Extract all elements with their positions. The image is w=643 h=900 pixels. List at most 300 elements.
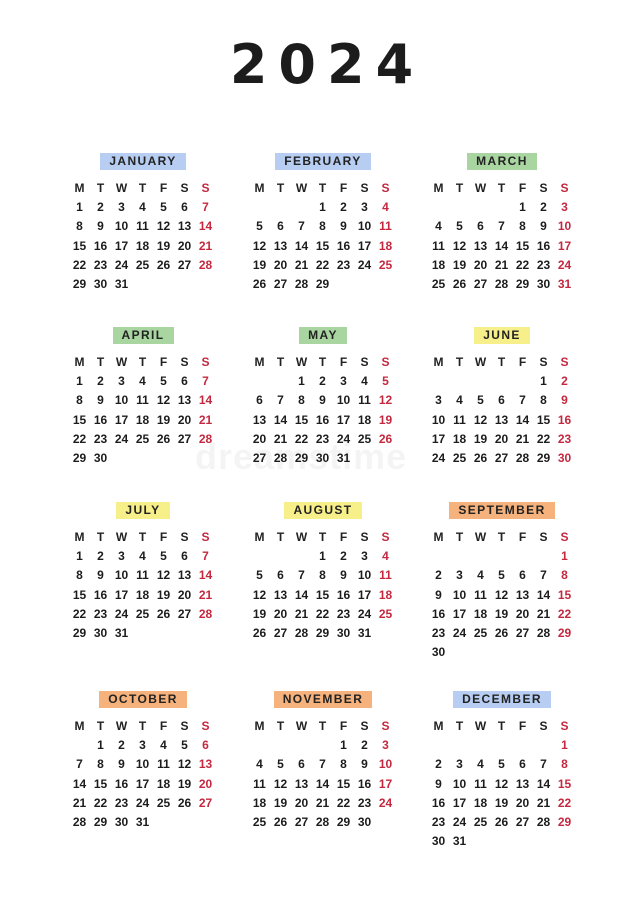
- day-cell: 10: [378, 757, 393, 772]
- day-cell: 28: [494, 277, 509, 292]
- day-cell: 18: [135, 587, 150, 602]
- month-days-grid: [249, 527, 397, 643]
- day-cell: 17: [431, 431, 446, 446]
- day-cell: 15: [557, 587, 572, 602]
- day-cell: 1: [298, 373, 305, 388]
- day-cell: 17: [557, 238, 572, 253]
- day-cell: 7: [540, 757, 547, 772]
- weekday-label: T: [276, 529, 285, 544]
- weekday-label: W: [115, 529, 128, 544]
- weekday-label: S: [381, 718, 390, 733]
- weekday-label: S: [201, 354, 210, 369]
- day-cell: 3: [118, 199, 125, 214]
- weekday-label: T: [276, 354, 285, 369]
- day-cell: 2: [118, 737, 125, 752]
- day-cell: 19: [452, 257, 467, 272]
- day-cell: 19: [156, 412, 171, 427]
- day-cell: 14: [515, 412, 530, 427]
- day-cell: 6: [277, 568, 284, 583]
- day-cell: 19: [473, 431, 488, 446]
- day-cell: 6: [202, 737, 209, 752]
- day-cell: 13: [273, 238, 288, 253]
- month-january: [69, 153, 217, 294]
- day-cell: 13: [273, 587, 288, 602]
- day-cell: 28: [536, 626, 551, 641]
- day-cell: 1: [519, 199, 526, 214]
- weekday-label: S: [381, 180, 390, 195]
- day-cell: 4: [477, 568, 484, 583]
- weekday-label: M: [254, 529, 265, 544]
- month-july: [69, 502, 217, 643]
- day-cell: 30: [336, 626, 351, 641]
- day-cell: 16: [315, 412, 330, 427]
- day-cell: 31: [135, 815, 150, 830]
- day-cell: 18: [431, 257, 446, 272]
- day-cell: 9: [540, 219, 547, 234]
- weekday-label: F: [518, 180, 527, 195]
- day-cell: 24: [357, 606, 372, 621]
- day-cell: 25: [473, 815, 488, 830]
- day-cell: 4: [477, 757, 484, 772]
- day-cell: 8: [319, 568, 326, 583]
- day-cell: 29: [536, 451, 551, 466]
- weekday-label: F: [339, 718, 348, 733]
- day-cell: 28: [198, 257, 213, 272]
- month-days-grid: [428, 527, 576, 662]
- day-cell: 18: [473, 606, 488, 621]
- day-cell: 5: [181, 737, 188, 752]
- day-cell: 30: [431, 834, 446, 849]
- day-cell: 13: [515, 776, 530, 791]
- month-days-grid: [69, 178, 217, 294]
- day-cell: 10: [452, 587, 467, 602]
- month-label: JANUARY: [100, 153, 185, 170]
- day-cell: 12: [177, 757, 192, 772]
- weekday-label: T: [497, 529, 506, 544]
- weekday-label: S: [201, 529, 210, 544]
- day-cell: 15: [72, 238, 87, 253]
- day-cell: 16: [536, 238, 551, 253]
- weekday-label: M: [254, 354, 265, 369]
- day-cell: 9: [97, 219, 104, 234]
- day-cell: 15: [515, 238, 530, 253]
- weekday-label: T: [96, 354, 105, 369]
- day-cell: 24: [114, 257, 129, 272]
- month-april: [69, 327, 217, 468]
- weekday-label: F: [339, 180, 348, 195]
- day-cell: 10: [114, 393, 129, 408]
- weekday-label: S: [560, 354, 569, 369]
- day-cell: 16: [93, 587, 108, 602]
- day-cell: 9: [435, 587, 442, 602]
- month-label: APRIL: [113, 327, 174, 344]
- day-cell: 18: [252, 795, 267, 810]
- day-cell: 13: [473, 238, 488, 253]
- day-cell: 1: [97, 737, 104, 752]
- day-cell: 5: [160, 548, 167, 563]
- day-cell: 29: [315, 626, 330, 641]
- weekday-label: S: [381, 354, 390, 369]
- day-cell: 4: [382, 199, 389, 214]
- month-days-grid: [249, 716, 397, 832]
- weekday-label: W: [115, 180, 128, 195]
- day-cell: 13: [252, 412, 267, 427]
- weekday-label: S: [360, 529, 369, 544]
- weekday-label: S: [180, 718, 189, 733]
- day-cell: 29: [557, 815, 572, 830]
- day-cell: 23: [336, 606, 351, 621]
- day-cell: 27: [473, 277, 488, 292]
- day-cell: 9: [97, 568, 104, 583]
- weekday-label: W: [295, 354, 308, 369]
- weekday-label: M: [74, 529, 85, 544]
- weekday-label: S: [360, 354, 369, 369]
- day-cell: 17: [452, 795, 467, 810]
- day-cell: 13: [294, 776, 309, 791]
- day-cell: 21: [315, 795, 330, 810]
- day-cell: 2: [561, 373, 568, 388]
- day-cell: 20: [494, 431, 509, 446]
- weekday-label: M: [74, 354, 85, 369]
- day-cell: 30: [93, 277, 108, 292]
- day-cell: 3: [561, 199, 568, 214]
- day-cell: 7: [298, 568, 305, 583]
- weekday-label: S: [539, 529, 548, 544]
- day-cell: 21: [536, 606, 551, 621]
- day-cell: 19: [177, 776, 192, 791]
- day-cell: 25: [357, 431, 372, 446]
- weekday-label: F: [339, 529, 348, 544]
- day-cell: 27: [177, 606, 192, 621]
- day-cell: 7: [498, 219, 505, 234]
- day-cell: 25: [473, 626, 488, 641]
- day-cell: 21: [198, 587, 213, 602]
- day-cell: 1: [76, 373, 83, 388]
- day-cell: 23: [336, 257, 351, 272]
- day-cell: 12: [156, 219, 171, 234]
- day-cell: 26: [452, 277, 467, 292]
- day-cell: 21: [515, 431, 530, 446]
- day-cell: 8: [519, 219, 526, 234]
- day-cell: 27: [177, 257, 192, 272]
- day-cell: 11: [474, 776, 487, 791]
- day-cell: 12: [252, 587, 267, 602]
- day-cell: 30: [93, 451, 108, 466]
- day-cell: 1: [76, 199, 83, 214]
- day-cell: 19: [378, 412, 393, 427]
- day-cell: 16: [431, 606, 446, 621]
- day-cell: 2: [361, 737, 368, 752]
- day-cell: 26: [494, 626, 509, 641]
- day-cell: 9: [561, 393, 568, 408]
- day-cell: 17: [114, 587, 129, 602]
- weekday-label: T: [497, 718, 506, 733]
- weekday-label: T: [318, 718, 327, 733]
- day-cell: 17: [357, 238, 372, 253]
- day-cell: 22: [72, 257, 87, 272]
- day-cell: 23: [315, 431, 330, 446]
- day-cell: 8: [97, 757, 104, 772]
- day-cell: 30: [315, 451, 330, 466]
- day-cell: 20: [515, 795, 530, 810]
- day-cell: 1: [319, 548, 326, 563]
- day-cell: 11: [474, 587, 487, 602]
- day-cell: 26: [177, 795, 192, 810]
- day-cell: 9: [435, 776, 442, 791]
- day-cell: 27: [198, 795, 213, 810]
- day-cell: 27: [177, 431, 192, 446]
- weekday-label: W: [474, 529, 487, 544]
- month-label: JULY: [116, 502, 169, 519]
- day-cell: 24: [557, 257, 572, 272]
- day-cell: 22: [294, 431, 309, 446]
- day-cell: 2: [97, 548, 104, 563]
- day-cell: 27: [494, 451, 509, 466]
- day-cell: 13: [198, 757, 213, 772]
- day-cell: 15: [315, 587, 330, 602]
- day-cell: 9: [118, 757, 125, 772]
- day-cell: 22: [336, 795, 351, 810]
- day-cell: 14: [536, 587, 551, 602]
- day-cell: 16: [93, 412, 108, 427]
- day-cell: 5: [160, 373, 167, 388]
- day-cell: 29: [72, 451, 87, 466]
- weekday-label: S: [560, 718, 569, 733]
- day-cell: 22: [536, 431, 551, 446]
- day-cell: 24: [452, 626, 467, 641]
- day-cell: 16: [336, 587, 351, 602]
- day-cell: 10: [114, 568, 129, 583]
- day-cell: 13: [177, 393, 192, 408]
- day-cell: 3: [361, 548, 368, 563]
- day-cell: 9: [97, 393, 104, 408]
- day-cell: 6: [477, 219, 484, 234]
- day-cell: 12: [473, 412, 488, 427]
- day-cell: 21: [273, 431, 288, 446]
- day-cell: 14: [294, 587, 309, 602]
- day-cell: 20: [273, 257, 288, 272]
- day-cell: 28: [273, 451, 288, 466]
- day-cell: 8: [76, 219, 83, 234]
- month-november: [249, 691, 397, 832]
- day-cell: 24: [378, 795, 393, 810]
- day-cell: 23: [431, 626, 446, 641]
- day-cell: 26: [273, 815, 288, 830]
- day-cell: 27: [273, 277, 288, 292]
- month-october: [69, 691, 217, 832]
- day-cell: 11: [136, 568, 149, 583]
- day-cell: 3: [435, 393, 442, 408]
- day-cell: 24: [431, 451, 446, 466]
- day-cell: 25: [378, 257, 393, 272]
- day-cell: 21: [72, 795, 87, 810]
- day-cell: 25: [156, 795, 171, 810]
- day-cell: 25: [378, 606, 393, 621]
- day-cell: 17: [135, 776, 150, 791]
- weekday-label: F: [159, 718, 168, 733]
- weekday-label: S: [180, 529, 189, 544]
- day-cell: 8: [540, 393, 547, 408]
- day-cell: 2: [340, 199, 347, 214]
- day-cell: 7: [277, 393, 284, 408]
- day-cell: 5: [256, 219, 263, 234]
- day-cell: 29: [515, 277, 530, 292]
- day-cell: 23: [114, 795, 129, 810]
- day-cell: 22: [515, 257, 530, 272]
- day-cell: 3: [139, 737, 146, 752]
- day-cell: 14: [494, 238, 509, 253]
- day-cell: 4: [139, 548, 146, 563]
- day-cell: 5: [277, 757, 284, 772]
- day-cell: 15: [536, 412, 551, 427]
- weekday-label: T: [318, 354, 327, 369]
- day-cell: 16: [114, 776, 129, 791]
- day-cell: 28: [72, 815, 87, 830]
- day-cell: 27: [515, 815, 530, 830]
- day-cell: 30: [357, 815, 372, 830]
- day-cell: 15: [93, 776, 108, 791]
- weekday-label: M: [74, 718, 85, 733]
- day-cell: 1: [340, 737, 347, 752]
- day-cell: 10: [431, 412, 446, 427]
- day-cell: 7: [202, 199, 209, 214]
- day-cell: 4: [456, 393, 463, 408]
- day-cell: 5: [160, 199, 167, 214]
- day-cell: 14: [315, 776, 330, 791]
- day-cell: 31: [452, 834, 467, 849]
- day-cell: 21: [494, 257, 509, 272]
- month-days-grid: [69, 352, 217, 468]
- day-cell: 7: [76, 757, 83, 772]
- day-cell: 29: [294, 451, 309, 466]
- day-cell: 10: [557, 219, 572, 234]
- day-cell: 13: [494, 412, 509, 427]
- day-cell: 30: [536, 277, 551, 292]
- day-cell: 26: [156, 257, 171, 272]
- day-cell: 30: [114, 815, 129, 830]
- day-cell: 25: [252, 815, 267, 830]
- day-cell: 19: [494, 606, 509, 621]
- weekday-label: T: [318, 180, 327, 195]
- day-cell: 5: [382, 373, 389, 388]
- day-cell: 23: [536, 257, 551, 272]
- day-cell: 24: [452, 815, 467, 830]
- day-cell: 7: [202, 548, 209, 563]
- month-label: FEBRUARY: [275, 153, 370, 170]
- weekday-label: M: [433, 529, 444, 544]
- day-cell: 18: [473, 795, 488, 810]
- day-cell: 26: [252, 626, 267, 641]
- day-cell: 15: [557, 776, 572, 791]
- day-cell: 1: [76, 548, 83, 563]
- day-cell: 20: [177, 238, 192, 253]
- day-cell: 26: [378, 431, 393, 446]
- day-cell: 3: [456, 757, 463, 772]
- day-cell: 20: [177, 412, 192, 427]
- day-cell: 22: [93, 795, 108, 810]
- day-cell: 18: [357, 412, 372, 427]
- day-cell: 28: [294, 626, 309, 641]
- weekday-label: S: [201, 718, 210, 733]
- day-cell: 22: [557, 606, 572, 621]
- day-cell: 1: [561, 737, 568, 752]
- day-cell: 11: [379, 219, 392, 234]
- month-days-grid: [428, 716, 576, 851]
- day-cell: 14: [273, 412, 288, 427]
- day-cell: 15: [336, 776, 351, 791]
- day-cell: 23: [93, 257, 108, 272]
- day-cell: 31: [114, 626, 129, 641]
- month-label: OCTOBER: [99, 691, 187, 708]
- day-cell: 27: [273, 626, 288, 641]
- day-cell: 8: [561, 568, 568, 583]
- month-label: MARCH: [467, 153, 537, 170]
- day-cell: 9: [361, 757, 368, 772]
- day-cell: 28: [294, 277, 309, 292]
- day-cell: 8: [298, 393, 305, 408]
- day-cell: 23: [431, 815, 446, 830]
- weekday-label: F: [159, 180, 168, 195]
- weekday-label: S: [539, 180, 548, 195]
- day-cell: 17: [357, 587, 372, 602]
- month-label: JUNE: [474, 327, 530, 344]
- weekday-label: S: [560, 180, 569, 195]
- day-cell: 12: [156, 393, 171, 408]
- day-cell: 18: [378, 238, 393, 253]
- day-cell: 5: [456, 219, 463, 234]
- day-cell: 3: [456, 568, 463, 583]
- day-cell: 11: [379, 568, 392, 583]
- day-cell: 11: [136, 393, 149, 408]
- weekday-label: W: [295, 718, 308, 733]
- month-days-grid: [69, 527, 217, 643]
- day-cell: 28: [536, 815, 551, 830]
- day-cell: 10: [336, 393, 351, 408]
- day-cell: 3: [118, 548, 125, 563]
- day-cell: 22: [72, 606, 87, 621]
- day-cell: 2: [319, 373, 326, 388]
- day-cell: 14: [198, 568, 213, 583]
- day-cell: 28: [198, 431, 213, 446]
- day-cell: 26: [252, 277, 267, 292]
- day-cell: 20: [294, 795, 309, 810]
- month-june: [428, 327, 576, 468]
- day-cell: 24: [357, 257, 372, 272]
- day-cell: 29: [72, 277, 87, 292]
- weekday-label: S: [180, 354, 189, 369]
- day-cell: 20: [252, 431, 267, 446]
- day-cell: 31: [357, 626, 372, 641]
- day-cell: 22: [557, 795, 572, 810]
- day-cell: 20: [473, 257, 488, 272]
- day-cell: 16: [336, 238, 351, 253]
- day-cell: 26: [473, 451, 488, 466]
- day-cell: 20: [177, 587, 192, 602]
- day-cell: 21: [294, 606, 309, 621]
- day-cell: 31: [557, 277, 572, 292]
- day-cell: 7: [519, 393, 526, 408]
- weekday-label: F: [159, 354, 168, 369]
- day-cell: 29: [72, 626, 87, 641]
- day-cell: 2: [97, 199, 104, 214]
- weekday-label: S: [201, 180, 210, 195]
- day-cell: 12: [378, 393, 393, 408]
- day-cell: 8: [340, 757, 347, 772]
- day-cell: 23: [357, 795, 372, 810]
- day-cell: 23: [557, 431, 572, 446]
- weekday-label: T: [455, 718, 464, 733]
- day-cell: 3: [382, 737, 389, 752]
